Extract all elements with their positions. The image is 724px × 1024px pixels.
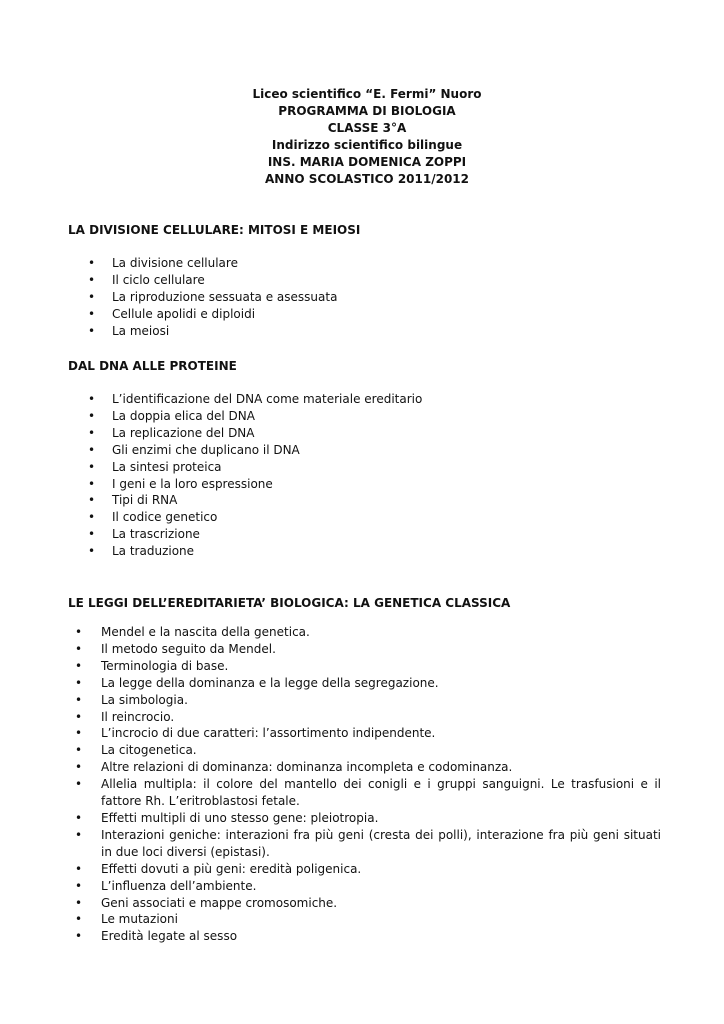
topic-list-cell-division xyxy=(88,255,672,340)
list-item: • Effetti multipli di uno stesso gene: pleiotropia. xyxy=(75,810,379,825)
list-item: • La riproduzione sessuata e asessuata xyxy=(88,289,338,304)
list-item: • La sintesi proteica xyxy=(88,459,222,474)
bullet-icon: • xyxy=(75,827,83,842)
list-item: • La meiosi xyxy=(88,323,170,338)
list-item: • Interazioni geniche: interazioni fra più geni (cresta dei polli), interazione fra più geni situati in due loci diversi (epistasi). xyxy=(75,827,661,859)
bullet-icon: • xyxy=(88,493,96,508)
bullet-icon: • xyxy=(75,625,83,639)
school-name: Liceo scientifico “E. Fermi” Nuoro xyxy=(252,87,482,101)
section-title-cell-division: LA DIVISIONE CELLULARE: MITOSI E MEIOSI xyxy=(68,223,361,237)
list-item: • Eredità legate al sesso xyxy=(75,929,238,944)
list-item: • Le mutazioni xyxy=(75,912,178,927)
list-item: • La simbologia. xyxy=(75,692,188,707)
document-header xyxy=(0,86,724,188)
list-item: • Terminologia di base. xyxy=(75,658,229,673)
bullet-icon: • xyxy=(88,544,96,559)
list-item: • La divisione cellulare xyxy=(88,256,238,270)
section-title-classical-genetics: LE LEGGI DELL’EREDITARIETA’ BIOLOGICA: LA GENETICA CLASSICA xyxy=(68,596,511,610)
bullet-icon: • xyxy=(75,810,83,825)
school-year: ANNO SCOLASTICO 2011/2012 xyxy=(265,172,469,186)
bullet-icon: • xyxy=(88,527,96,542)
list-item: • Il ciclo cellulare xyxy=(88,272,205,287)
track-label: Indirizzo scientifico bilingue xyxy=(271,138,463,152)
bullet-icon: • xyxy=(75,641,83,656)
topic-list-classical-genetics xyxy=(75,624,661,945)
bullet-icon: • xyxy=(75,658,83,673)
bullet-icon: • xyxy=(75,929,83,944)
bullet-icon: • xyxy=(75,726,83,741)
list-item: • La replicazione del DNA xyxy=(88,425,255,440)
list-item: • Gli enzimi che duplicano il DNA xyxy=(88,442,300,457)
list-item: • La doppia elica del DNA xyxy=(88,408,255,423)
list-item: • Altre relazioni di dominanza: dominanza incompleta e codominanza. xyxy=(75,760,513,775)
bullet-icon: • xyxy=(88,408,96,423)
bullet-icon: • xyxy=(88,256,96,270)
list-item: • La trascrizione xyxy=(88,527,200,542)
list-item: • L’incrocio di due caratteri: l’assortimento indipendente. xyxy=(75,726,436,741)
section-title-dna-proteins: DAL DNA ALLE PROTEINE xyxy=(68,359,237,373)
list-item: • Tipi di RNA xyxy=(88,493,178,508)
topic-list-dna-proteins xyxy=(88,391,672,560)
bullet-icon: • xyxy=(88,392,96,406)
bullet-icon: • xyxy=(75,912,83,927)
list-item: • Geni associati e mappe cromosomiche. xyxy=(75,895,338,910)
bullet-icon: • xyxy=(75,709,83,724)
bullet-icon: • xyxy=(75,692,83,707)
bullet-icon: • xyxy=(88,289,96,304)
list-item: • L’influenza dell’ambiente. xyxy=(75,878,257,893)
bullet-icon: • xyxy=(88,323,96,338)
list-item: • Il codice genetico xyxy=(88,510,218,525)
list-item: • Il reincrocio. xyxy=(75,709,175,724)
bullet-icon: • xyxy=(88,476,96,491)
bullet-icon: • xyxy=(88,272,96,287)
list-item: • La citogenetica. xyxy=(75,743,197,758)
list-item: • L’identificazione del DNA come materiale ereditario xyxy=(88,392,423,406)
bullet-icon: • xyxy=(75,878,83,893)
list-item: • Cellule apolidi e diploidi xyxy=(88,306,256,321)
bullet-icon: • xyxy=(75,675,83,690)
list-item: • Mendel e la nascita della genetica. xyxy=(75,625,310,639)
bullet-icon: • xyxy=(88,425,96,440)
bullet-icon: • xyxy=(88,306,96,321)
list-item: • Il metodo seguito da Mendel. xyxy=(75,641,276,656)
bullet-icon: • xyxy=(88,442,96,457)
list-item: • La legge della dominanza e la legge della segregazione. xyxy=(75,675,439,690)
class-label: CLASSE 3°A xyxy=(327,121,407,135)
program-title: PROGRAMMA DI BIOLOGIA xyxy=(278,104,456,118)
list-item: • I geni e la loro espressione xyxy=(88,476,273,491)
list-item: • Allelia multipla: il colore del mantello dei conigli e i gruppi sanguigni. Le trasfusioni e il fattore Rh. L’eritroblastosi fetale. xyxy=(75,777,661,809)
bullet-icon: • xyxy=(75,895,83,910)
bullet-icon: • xyxy=(75,777,83,792)
bullet-icon: • xyxy=(88,459,96,474)
bullet-icon: • xyxy=(88,510,96,525)
teacher-name: INS. MARIA DOMENICA ZOPPI xyxy=(267,155,467,169)
list-item: • Effetti dovuti a più geni: eredità poligenica. xyxy=(75,861,362,876)
bullet-icon: • xyxy=(75,861,83,876)
bullet-icon: • xyxy=(75,760,83,775)
bullet-icon: • xyxy=(75,743,83,758)
list-item: • La traduzione xyxy=(88,544,195,559)
